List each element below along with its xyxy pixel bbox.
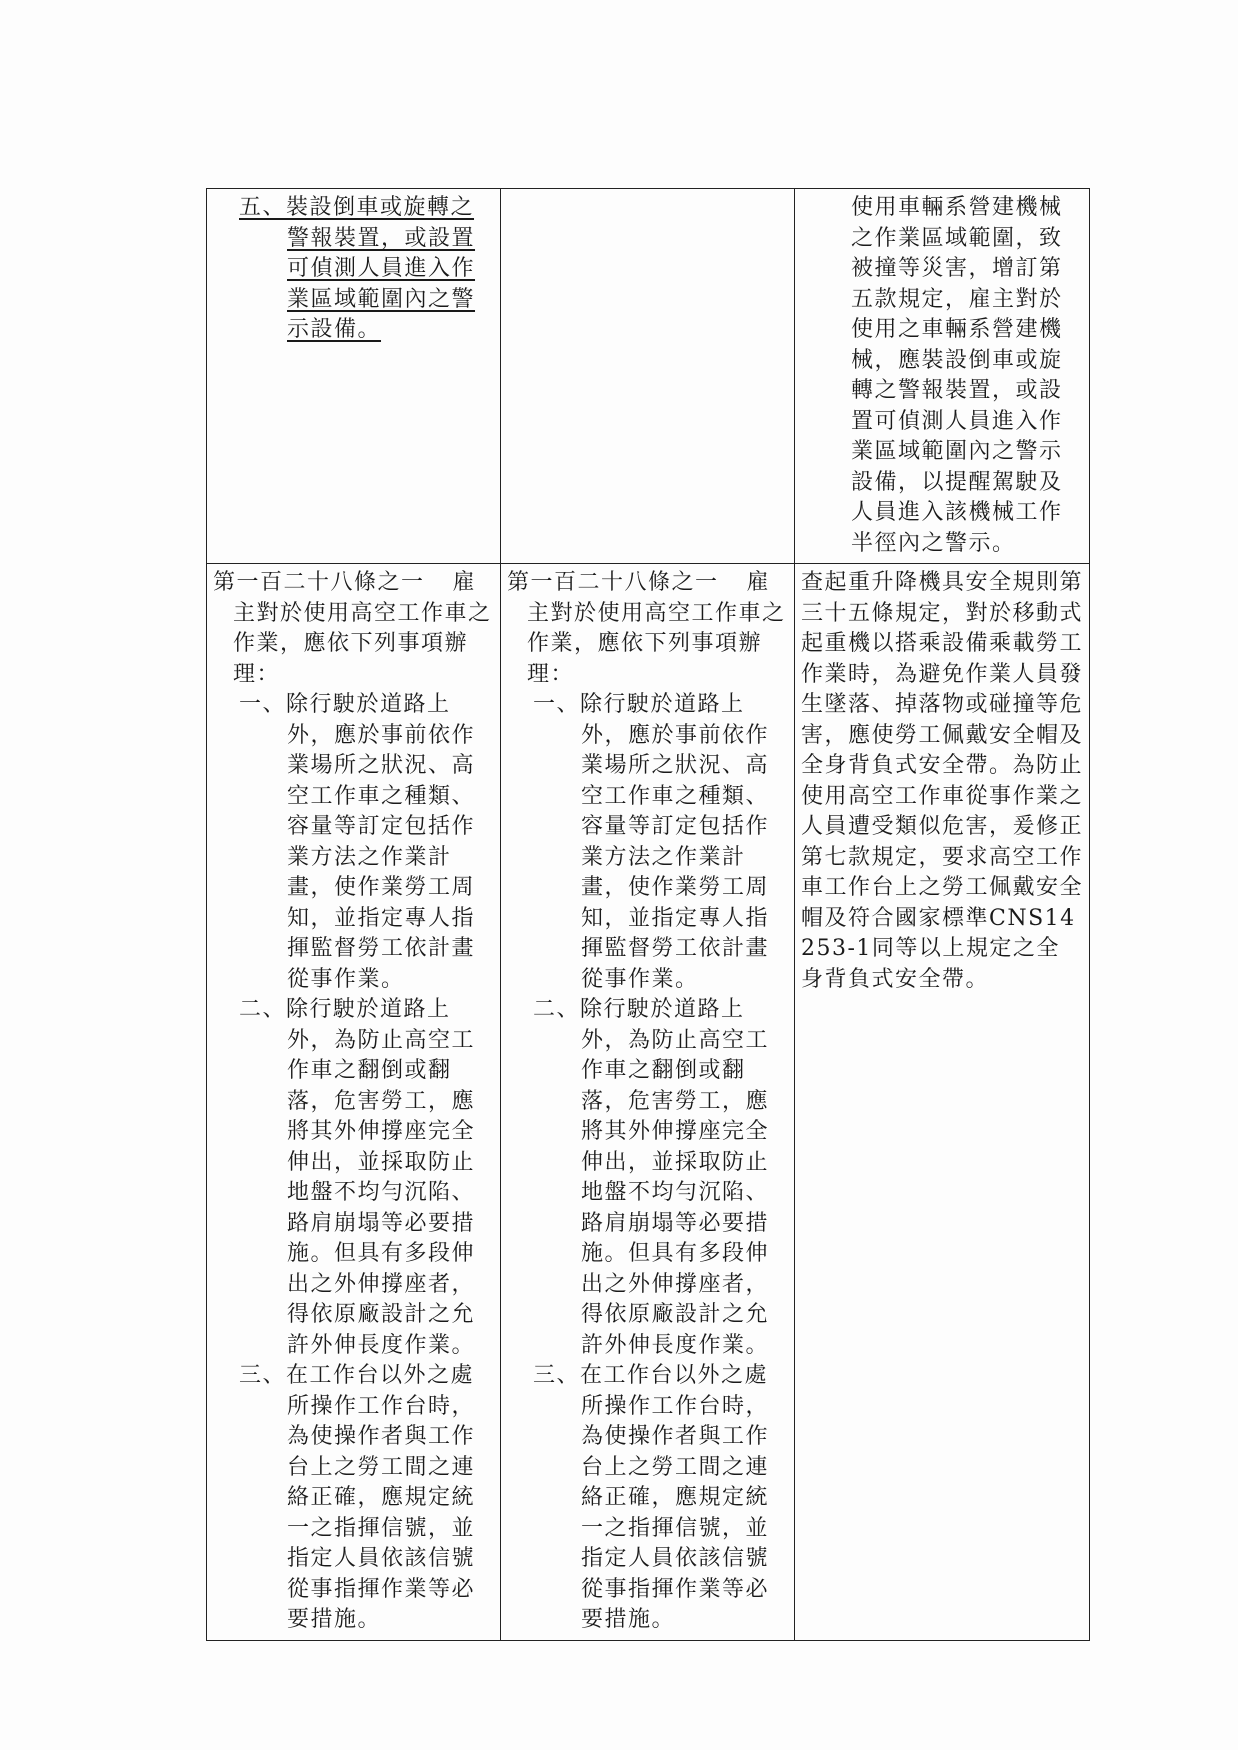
table-row [207,564,1090,1641]
article-item-3: 三、在工作台以外之處所操作工作台時，為使操作者與工作台上之勞工間之連絡正確，應規定統一之指揮信號，並指定人員依該信號從事指揮作業等必要措施。 [239,1363,476,1632]
current-text-cell [501,189,795,564]
comparison-table [206,188,1090,1641]
current-text-cell [501,564,795,1641]
article-intro: 雇主對於使用高空工作車之作業，應依下列事項辦理： [233,570,492,687]
explanation-cell [795,189,1090,564]
amended-item-5: 五、裝設倒車或旋轉之警報裝置，或設置可偵測人員進入作業區域範圍內之警示設備。 [239,195,476,342]
article-intro: 雇主對於使用高空工作車之作業，應依下列事項辦理： [527,570,786,687]
explanation-text: 使用車輛系營建機械之作業區域範圍，致被撞等災害，增訂第五款規定，雇主對於使用之車輛系營建機械，應裝設倒車或旋轉之警報裝置，或設置可偵測人員進入作業區域範圍內之警示設備，以提醒駕駛及人員進入該機械工作半徑內之警示。 [851,195,1063,556]
article-item-1: 一、除行駛於道路上外，應於事前依作業場所之狀況、高空工作車之種類、容量等訂定包括作業方法之作業計畫，使作業勞工周知，並指定專人指揮監督勞工依計畫從事作業。 [533,692,770,992]
amended-text-cell [207,564,501,1641]
amended-text-cell [207,189,501,564]
table-row [207,189,1090,564]
article-item-1: 一、除行駛於道路上外，應於事前依作業場所之狀況、高空工作車之種類、容量等訂定包括作業方法之作業計畫，使作業勞工周知，並指定專人指揮監督勞工依計畫從事作業。 [239,692,476,992]
article-heading: 第一百二十八條之一 雇主對於使用高空工作車之作業，應依下列事項辦理： [507,570,786,687]
explanation-text: 查起重升降機具安全規則第三十五條規定，對於移動式起重機以搭乘設備乘載勞工作業時，為避免作業人員發生墜落、掉落物或碰撞等危害，應使勞工佩戴安全帽及全身背負式安全帶。為防止使用高空工作車從事作業之人員遭受類似危害，爰修正第七款規定，要求高空工作車工作台上之勞工佩戴安全帽及符合國家標準CNS14253-1同等以上規定之全身背負式安全帶。 [801,570,1084,992]
explanation-cell [795,564,1090,1641]
article-heading: 第一百二十八條之一 雇主對於使用高空工作車之作業，應依下列事項辦理： [213,570,492,687]
article-item-2: 二、除行駛於道路上外，為防止高空工作車之翻倒或翻落，危害勞工，應將其外伸撐座完全伸出，並採取防止地盤不均勻沉陷、路肩崩塌等必要措施。但具有多段伸出之外伸撐座者，得依原廠設計之允許外伸長度作業。 [533,997,770,1358]
article-item-2: 二、除行駛於道路上外，為防止高空工作車之翻倒或翻落，危害勞工，應將其外伸撐座完全伸出，並採取防止地盤不均勻沉陷、路肩崩塌等必要措施。但具有多段伸出之外伸撐座者，得依原廠設計之允許外伸長度作業。 [239,997,476,1358]
article-item-3: 三、在工作台以外之處所操作工作台時，為使操作者與工作台上之勞工間之連絡正確，應規定統一之指揮信號，並指定人員依該信號從事指揮作業等必要措施。 [533,1363,770,1632]
